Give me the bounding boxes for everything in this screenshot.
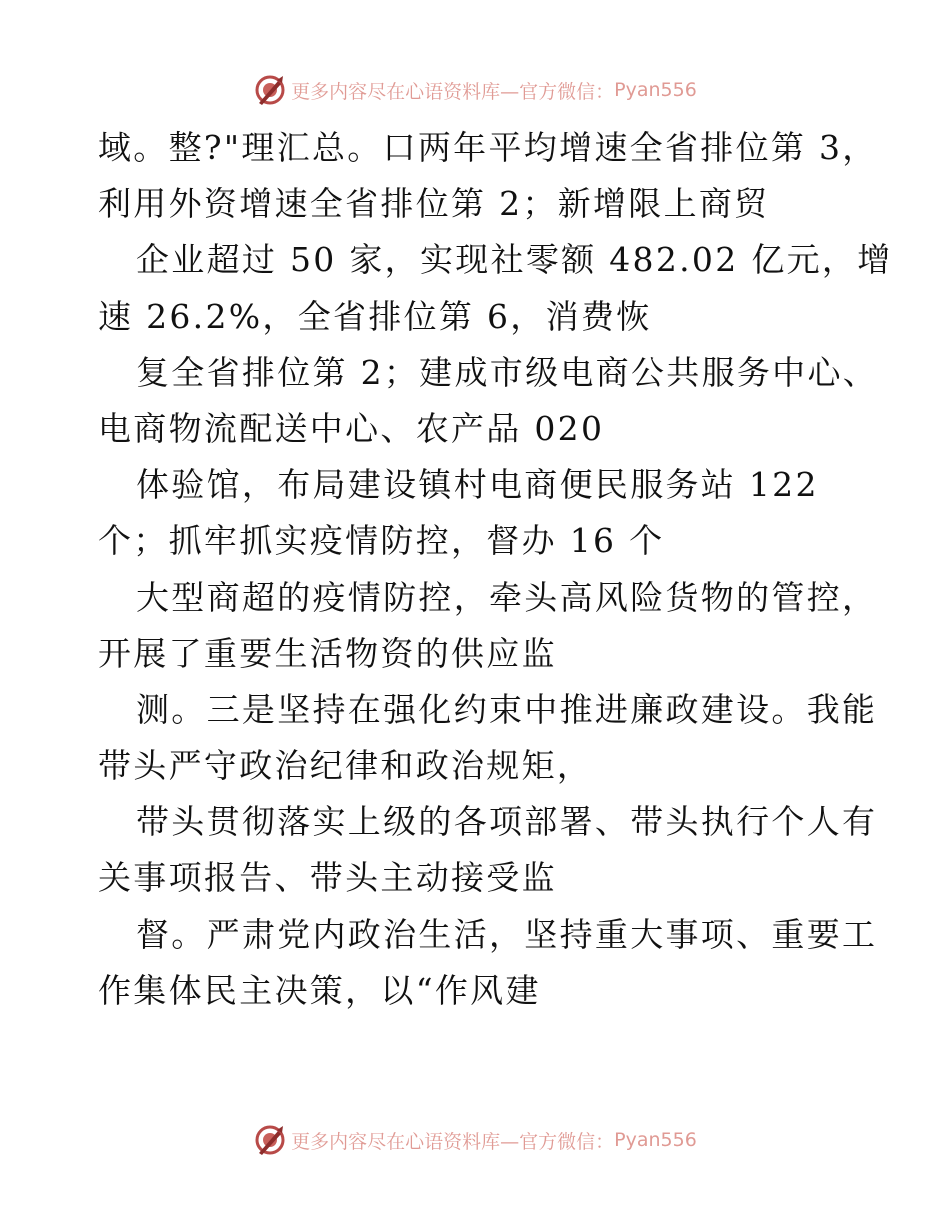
text-line: 利用外资增速全省排位第 2；新增限上商贸 bbox=[98, 184, 770, 224]
document-body bbox=[98, 120, 898, 1019]
text-line: 体验馆，布局建设镇村电商便民服务站 122 bbox=[136, 465, 819, 505]
text-line: 大型商超的疫情防控，牵头高风险货物的管控， bbox=[136, 577, 878, 617]
text-line: 带头严守政治纪律和政治规矩， bbox=[98, 746, 593, 786]
text-line: 电商物流配送中心、农产品 020 bbox=[98, 408, 605, 448]
banner-text: 更多内容尽在心语资料库—官方微信： bbox=[291, 1130, 615, 1153]
text-line: 速 26.2%，全省排位第 6，消费恢 bbox=[98, 296, 652, 336]
pen-logo-icon bbox=[253, 1123, 287, 1157]
text-line: 督。严肃党内政治生活，坚持重大事项、重要工 bbox=[136, 914, 878, 954]
banner-wechat-id: Pyan556 bbox=[614, 1129, 697, 1151]
text-line: 个；抓牢抓实疫情防控，督办 16 个 bbox=[98, 521, 665, 561]
text-line: 企业超过 50 家，实现社零额 482.02 亿元，增 bbox=[136, 240, 893, 280]
text-line: 复全省排位第 2；建成市级电商公共服务中心、 bbox=[136, 352, 879, 392]
banner-text: 更多内容尽在心语资料库—官方微信： bbox=[291, 80, 615, 103]
text-line: 测。三是坚持在强化约束中推进廉政建设。我能 bbox=[136, 689, 878, 729]
text-line: 关事项报告、带头主动接受监 bbox=[98, 858, 557, 898]
footer-banner bbox=[0, 1120, 950, 1160]
banner-wechat-id: Pyan556 bbox=[614, 79, 697, 101]
header-banner bbox=[0, 70, 950, 110]
text-line: 带头贯彻落实上级的各项部署、带头执行个人有 bbox=[136, 802, 878, 842]
text-line: 作集体民主决策，以“作风建 bbox=[98, 970, 541, 1010]
pen-logo-icon bbox=[253, 73, 287, 107]
text-line: 域。整?"理汇总。口两年平均增速全省排位第 3， bbox=[98, 128, 878, 167]
text-line: 开展了重要生活物资的供应监 bbox=[98, 633, 557, 673]
